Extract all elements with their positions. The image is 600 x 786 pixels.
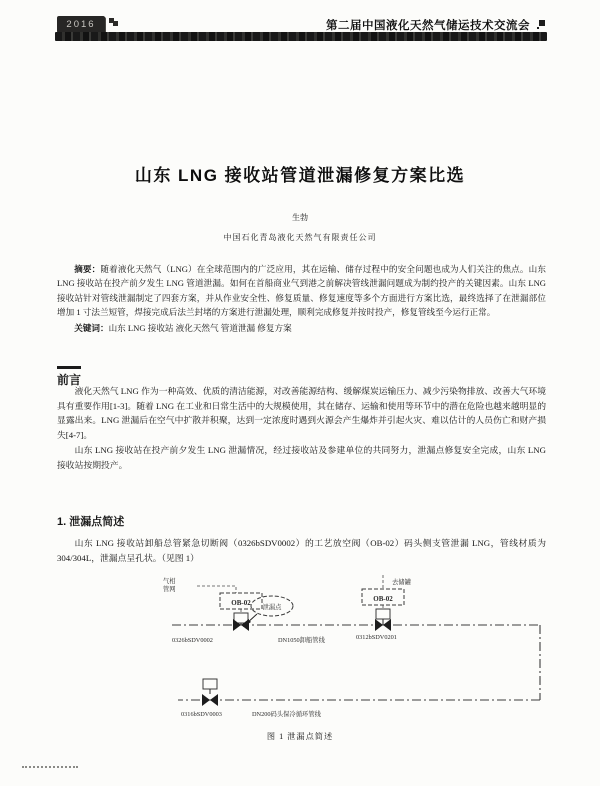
abstract-paragraph <box>57 262 546 319</box>
ob02-right-label: OB-02 <box>373 595 393 603</box>
right-valve-icon <box>383 619 391 631</box>
figure-caption: 图 1 泄漏点简述 <box>266 732 334 741</box>
vapor-connector-line <box>197 586 236 593</box>
header-rule-bar <box>55 32 547 41</box>
author-name: 生勃 <box>292 213 308 222</box>
scan-noise-icon <box>109 18 114 23</box>
abstract-text: 随着液化天然气（LNG）在全球范围内的广泛应用，其在运输、储存过程中的安全问题也成为人们关注的焦点。山东 LNG 接收站在投产前夕发生 LNG 管道泄漏。如何在首船商业气到港之前解决管线泄漏问题成为制约投产的关键因素。山东 LNG 接收站针对管线泄漏制定了四套方案，并从作业安全性、修复质量、修复速度等多个方面进行方案比选，最终选择了在泄漏部位增加 1 寸法兰短管，焊接完成后法兰封堵的方案进行泄漏处理，顺利完成修复并按时投产，修复管线至今运行正常。 <box>57 264 546 317</box>
ob02-left-label: OB-02 <box>231 599 251 607</box>
bottom-valve-actuator <box>203 679 217 689</box>
section-heading-leak-summary: 1. 泄漏点简述 <box>57 516 125 528</box>
bottom-valve-tag: 0316bSDV0003 <box>181 711 222 718</box>
right-valve-icon <box>375 619 383 631</box>
right-valve-tag: 0312bSDV0201 <box>356 634 397 641</box>
section-heading-foreword: 前言 <box>57 366 81 388</box>
vapor-grid-label-line2: 管网 <box>163 586 176 593</box>
unloading-line-label: DN1050卸船管线 <box>278 637 325 644</box>
to-tank-label: 去储罐 <box>392 579 411 586</box>
bottom-valve-icon <box>202 694 210 706</box>
corner-mark-icon <box>539 20 545 26</box>
left-valve-tag: 0326bSDV0002 <box>172 637 213 644</box>
leak-point-label: 泄漏点 <box>262 604 282 611</box>
keywords-label: 关键词： <box>74 323 109 334</box>
left-valve-icon <box>233 619 241 631</box>
conference-title: 第二届中国液化天然气储运技术交流会 <box>326 20 530 32</box>
keywords-text: 山东 LNG 接收站 液化天然气 管道泄漏 修复方案 <box>108 323 292 334</box>
keywords-paragraph <box>57 321 546 335</box>
year-badge: 2016 <box>57 16 105 33</box>
footer-scan-mark <box>22 766 78 768</box>
bottom-valve-icon <box>210 694 218 706</box>
vapor-grid-label-line1: 气相 <box>163 578 176 585</box>
keepcool-line-label: DN200码头保冷循环管线 <box>252 711 321 718</box>
figure-1-piping-diagram <box>0 575 600 731</box>
right-valve-actuator <box>376 609 390 619</box>
abstract-block <box>57 262 546 335</box>
author-affiliation: 中国石化青岛液化天然气有限责任公司 <box>223 233 377 242</box>
page-title: 山东 LNG 接收站管道泄漏修复方案比选 <box>134 166 466 185</box>
leak-summary-paragraph: 山东 LNG 接收站卸船总管紧急切断阀（0326bSDV0002）的工艺放空阀（OB-02）码头侧支管泄漏 LNG，管线材质为 304/304L，泄漏点呈孔状。（见图 1） <box>57 538 546 563</box>
foreword-paragraph-1: 液化天然气 LNG 作为一种高效、优质的清洁能源，对改善能源结构、缓解煤炭运输压力、减少污染物排放、改善大气环境具有重要作用[1-3]。随着 LNG 在工业和日常生活中的大规模使用，其在储存、运输和使用等环节中的潜在危险也越来越明显的显露出来。LNG 泄漏后在空气中扩散并积聚，达到一定浓度时遇到火源会产生爆炸并引起火灾、难以估计的人员伤亡和财产损失[4-7]。 <box>57 386 546 440</box>
foreword-paragraph-2: 山东 LNG 接收站在投产前夕发生 LNG 泄漏情况，经过接收站及参建单位的共同努力，泄漏点修复安全完成，山东 LNG 接收站按期投产。 <box>57 445 546 470</box>
abstract-label: 摘要： <box>74 264 101 274</box>
